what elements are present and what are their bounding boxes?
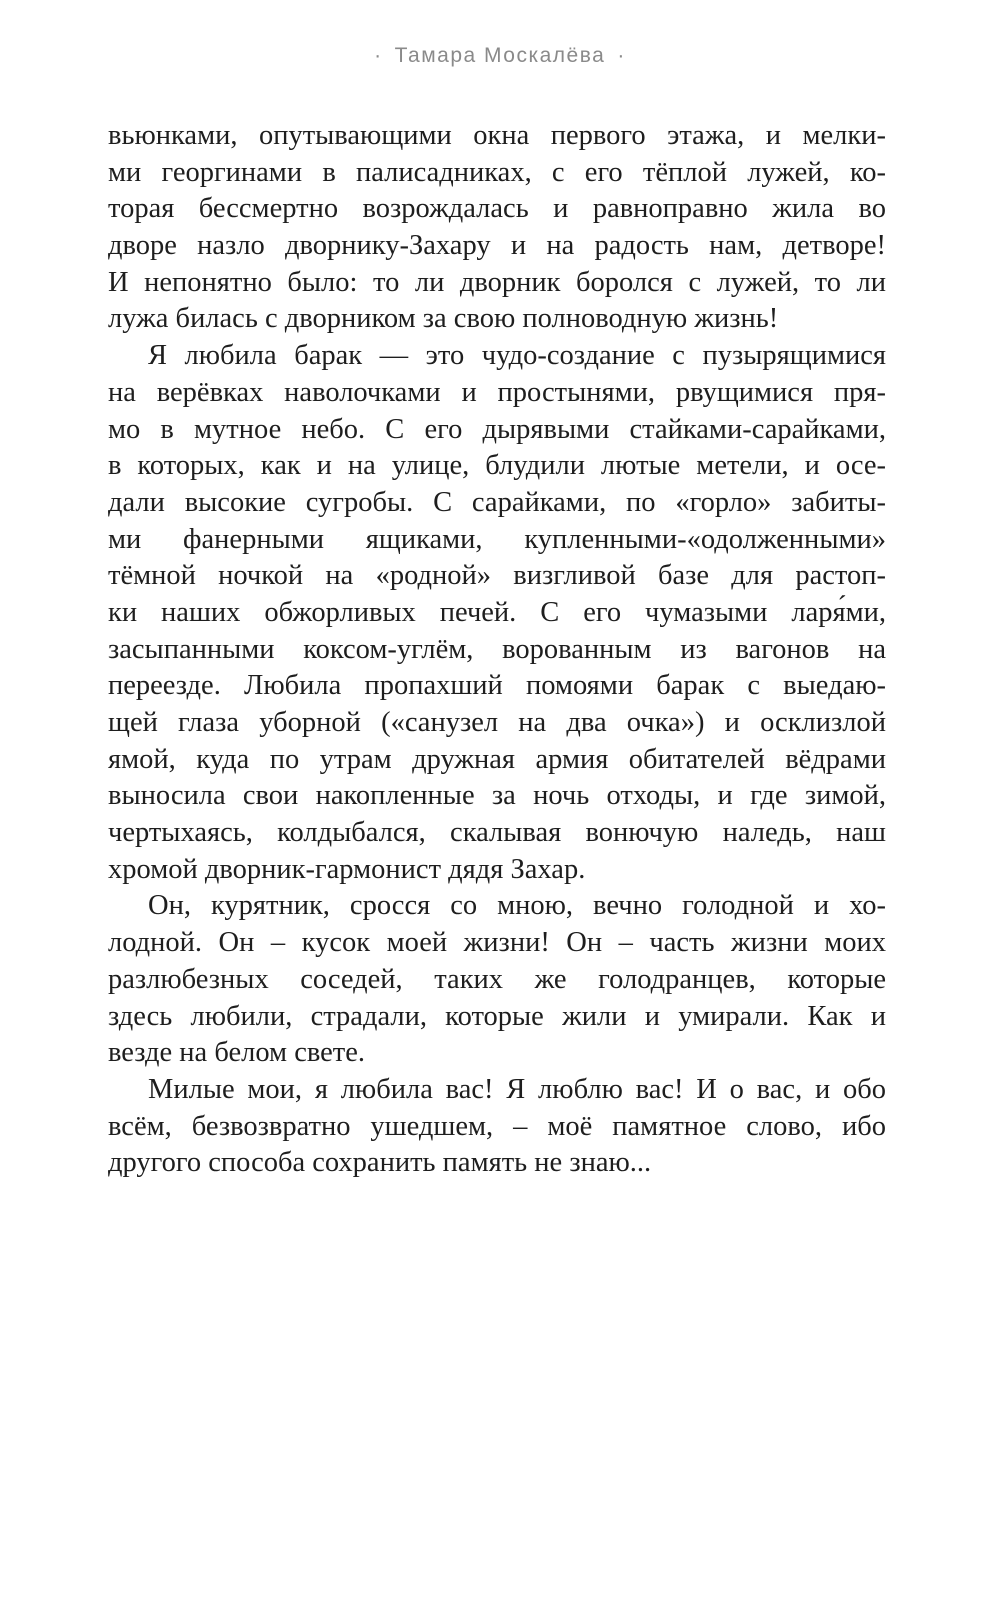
paragraph bbox=[108, 118, 886, 338]
text-line: всём, безвозвратно ушедшем, – моё памятное слово, ибо bbox=[108, 1110, 886, 1142]
text-line: другого способа сохранить память не знаю... bbox=[108, 1147, 652, 1179]
paragraph bbox=[108, 1072, 886, 1182]
text-line: ми георгинами в палисадниках, с его тёплой лужей, ко- bbox=[108, 156, 886, 188]
paragraph bbox=[108, 338, 886, 888]
text-line: мо в мутное небо. С его дырявыми стайками-сарайками, bbox=[108, 413, 886, 445]
text-line: лужа билась с дворником за свою полноводную жизнь! bbox=[108, 303, 779, 335]
text-line: ми фанерными ящиками, купленными-«одолженными» bbox=[108, 523, 886, 555]
running-header bbox=[0, 44, 1000, 68]
text-line: Я любила барак — это чудо-создание с пузырящимися bbox=[148, 340, 886, 372]
text-line: И непонятно было: то ли дворник боролся с лужей, то ли bbox=[108, 266, 886, 298]
text-line: засыпанными коксом-углём, ворованным из вагонов на bbox=[108, 633, 886, 665]
text-line: хромой дворник-гармонист дядя Захар. bbox=[108, 853, 586, 885]
header-author: Тамара Москалёва bbox=[394, 44, 606, 67]
text-line: ки наших обжорливых печей. С его чумазыми ларя́ми, bbox=[108, 596, 886, 628]
text-line: Он, курятник, сросся со мною, вечно голодной и хо- bbox=[148, 890, 886, 922]
header-dot-right: · bbox=[617, 44, 626, 67]
text-line: здесь любили, страдали, которые жили и умирали. Как и bbox=[108, 1000, 886, 1032]
text-line: тёмной ночкой на «родной» визгливой базе для растоп- bbox=[108, 560, 886, 592]
header-dot-left: · bbox=[374, 44, 383, 67]
text-line: выносила свои накопленные за ночь отходы, и где зимой, bbox=[108, 780, 886, 812]
text-line: переезде. Любила пропахший помоями барак с выедаю- bbox=[108, 670, 886, 702]
text-line: в которых, как и на улице, блудили лютые метели, и осе- bbox=[108, 450, 886, 482]
text-line: торая бессмертно возрождалась и равноправно жила во bbox=[108, 193, 886, 225]
text-line: вьюнками, опутывающими окна первого этажа, и мелки- bbox=[108, 120, 886, 151]
paragraph bbox=[108, 888, 886, 1071]
text-line: на верёвках наволочками и простынями, рвущимися пря- bbox=[108, 376, 886, 408]
text-line: лодной. Он – кусок моей жизни! Он – часть жизни моих bbox=[108, 927, 886, 959]
text-line: щей глаза уборной («санузел на два очка») и осклизлой bbox=[108, 707, 886, 738]
text-line: ямой, куда по утрам дружная армия обитателей вёдрами bbox=[108, 743, 886, 775]
text-line: везде на белом свете. bbox=[108, 1037, 366, 1069]
text-line: дали высокие сугробы. С сарайками, по «горло» забиты- bbox=[108, 486, 886, 518]
text-line: Милые мои, я любила вас! Я люблю вас! И о вас, и обо bbox=[148, 1073, 886, 1105]
text-line: дворе назло дворнику-Захару и на радость нам, детворе! bbox=[108, 230, 886, 262]
text-line: чертыхаясь, колдыбался, скалывая вонючую наледь, наш bbox=[108, 817, 886, 849]
page-body-text bbox=[108, 118, 886, 1182]
text-line: разлюбезных соседей, таких же голодранцев, которые bbox=[108, 963, 886, 995]
